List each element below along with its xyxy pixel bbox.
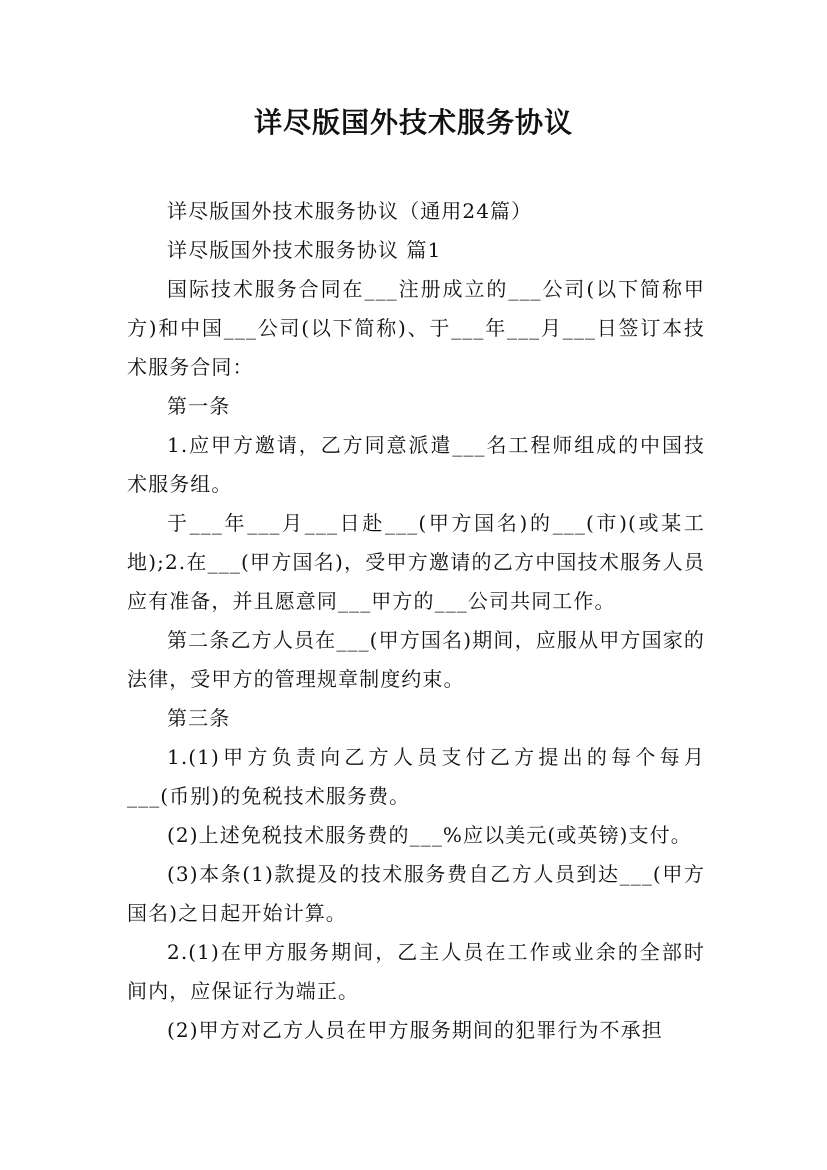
paragraph: 1.应甲方邀请，乙方同意派遣___名工程师组成的中国技术服务组。 [127,433,705,496]
document-body [127,192,705,1050]
paragraph-article-3-heading: 第三条 [167,706,231,730]
paragraph: (3)本条(1)款提及的技术服务费自乙方人员到达___(甲方国名)之日起开始计算。 [127,862,705,925]
paragraph: (2)上述免税技术服务费的___%应以美元(或英镑)支付。 [167,823,692,847]
paragraph-article-1-heading: 第一条 [167,394,231,418]
paragraph-part-heading: 详尽版国外技术服务协议 篇1 [167,238,442,262]
paragraph: 2.(1)在甲方服务期间，乙主人员在工作或业余的全部时间内，应保证行为端正。 [127,940,705,1003]
document-title: 详尽版国外技术服务协议 [253,106,573,139]
paragraph: (2)甲方对乙方人员在甲方服务期间的犯罪行为不承担 [167,1018,663,1042]
paragraph-preamble: 国际技术服务合同在___注册成立的___公司(以下简称甲方)和中国___公司(以下简称)、于___年___月___日签订本技术服务合同： [127,277,705,379]
paragraph: 1.(1)甲方负责向乙方人员支付乙方提出的每个每月___(币别)的免税技术服务费。 [127,745,705,808]
paragraph-article-2: 第二条乙方人员在___(甲方国名)期间，应服从甲方国家的法律，受甲方的管理规章制度约束。 [127,628,705,691]
paragraph: 于___年___月___日赴___(甲方国名)的___(市)(或某工地);2.在___(甲方国名)，受甲方邀请的乙方中国技术服务人员应有准备，并且愿意同___甲方的___公司共同工作。 [127,511,705,613]
paragraph-subtitle: 详尽版国外技术服务协议（通用24篇） [167,199,533,223]
